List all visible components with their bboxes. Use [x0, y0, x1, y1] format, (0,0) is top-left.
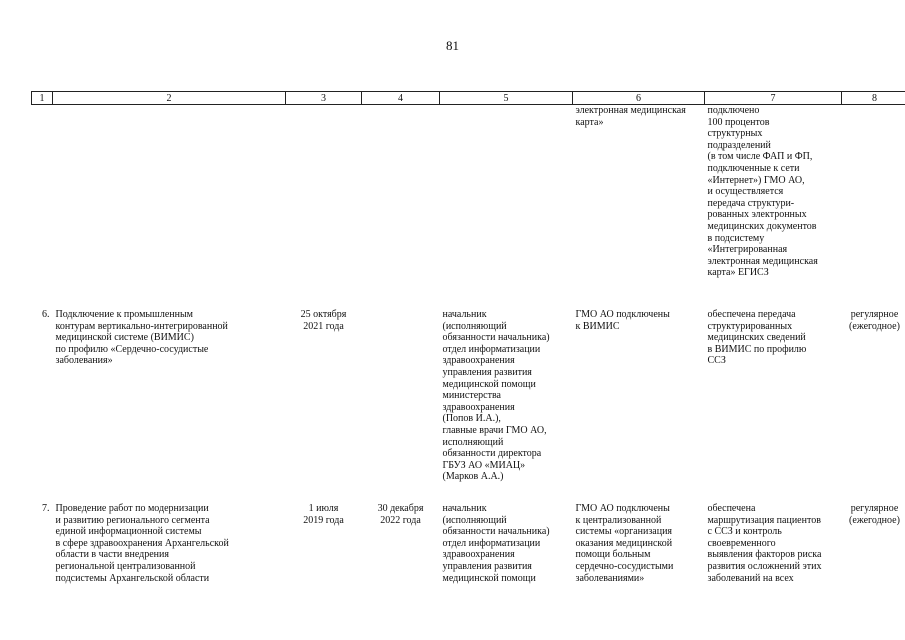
table-row — [32, 499, 905, 584]
row-number: 7. — [42, 503, 50, 514]
column-header-1: 1 — [32, 92, 53, 105]
header-row — [32, 92, 905, 105]
expected-result: ГМО АО подключены к централизованной системы «организация оказания медицинской помощи больным сердечно-сосудистыми заболеваниями» — [575, 503, 674, 584]
column-header-4: 4 — [362, 92, 440, 105]
column-header-6: 6 — [573, 92, 705, 105]
table-row — [32, 305, 905, 499]
row-number: 6. — [42, 309, 50, 320]
plan-table — [31, 91, 905, 584]
measure-type: регулярное (ежегодное) — [849, 309, 900, 332]
measure-type: регулярное (ежегодное) — [849, 503, 900, 526]
cell-empty — [362, 105, 440, 306]
column-header-5: 5 — [440, 92, 573, 105]
measure-title: Подключение к промышленным контурам вертикально-интегрированной медицинской системе (ВИМИС) по профилю «Сердечно-сосудистые заболевания» — [55, 309, 228, 367]
indicator: обеспечена передача структурированных медицинских сведений в ВИМИС по профилю ССЗ — [707, 309, 807, 367]
cell-empty — [53, 105, 286, 306]
end-date: 30 декабря 2022 года — [377, 503, 424, 526]
expected-result: ГМО АО подключены к ВИМИС — [575, 309, 670, 332]
cell-empty — [842, 105, 905, 306]
column-header-3: 3 — [286, 92, 362, 105]
column-header-8: 8 — [842, 92, 905, 105]
cell-empty — [32, 105, 53, 306]
start-date: 25 октября 2021 года — [300, 309, 347, 332]
continuation-result-cell: электронная медицинская карта» — [575, 105, 686, 128]
continuation-row — [32, 105, 905, 306]
column-header-2: 2 — [53, 92, 286, 105]
cell-empty — [440, 105, 573, 306]
indicator: обеспечена маршрутизация пациентов с ССЗ и контроль своевременного выявления факторов риска развития осложнений этих заболеваний на всех — [707, 503, 822, 584]
continuation-indicator-cell: подключено 100 процентов структурных подразделений (в том числе ФАП и ФП, подключенные к сети «Интернет») ГМО АО, и осуществляется передача структури- рованных электронных медицинских документов в подсистему «Интегрированная электронная медицинская карта» ЕГИСЗ — [707, 105, 818, 279]
page-number: 81 — [446, 38, 459, 53]
cell-empty — [286, 105, 362, 306]
end-date — [362, 305, 440, 499]
responsible: начальник (исполняющий обязанности начальника) отдел информатизации здравоохранения управления развития медицинской помощи — [442, 503, 550, 584]
column-header-7: 7 — [705, 92, 842, 105]
measure-title: Проведение работ по модернизации и развитию регионального сегмента единой информационной системы в сфере здравоохранения Архангельской области в части внедрения региональной централизованной подсистемы Архангельской области — [55, 503, 229, 584]
responsible: начальник (исполняющий обязанности начальника) отдел информатизации здравоохранения управления развития медицинской помощи министерства здравоохранения (Попов И.А.), главные врачи ГМО АО, исполняющий обязанности директора ГБУЗ АО «МИАЦ» (Марков А.А.) — [442, 309, 550, 483]
start-date: 1 июля 2019 года — [303, 503, 344, 526]
